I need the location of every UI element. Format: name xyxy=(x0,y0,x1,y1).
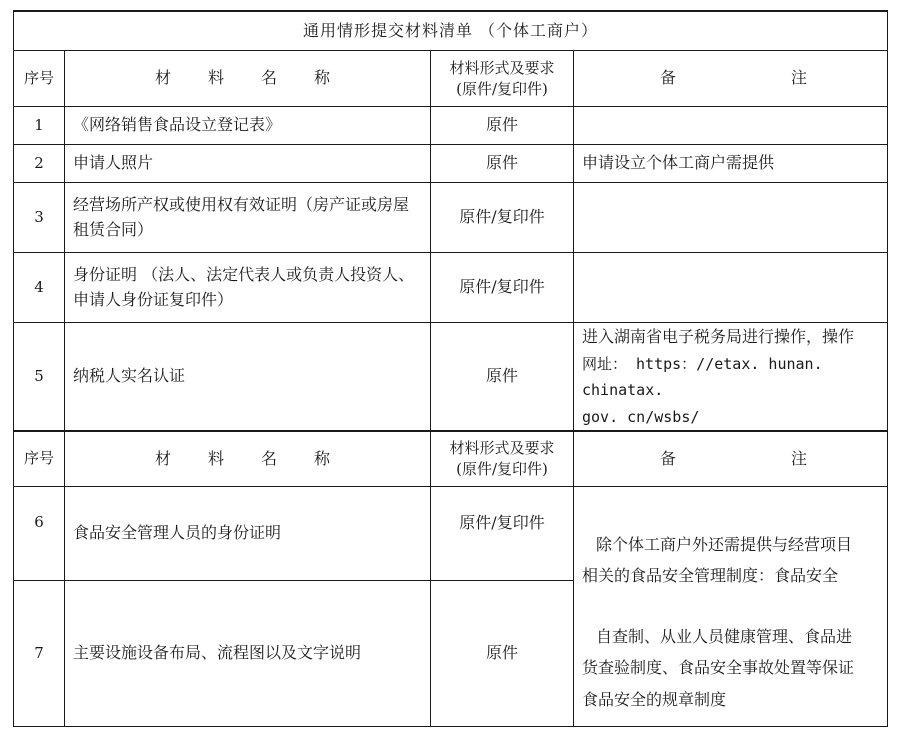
header-name-char: 料 xyxy=(207,68,224,88)
header-note-char: 注 xyxy=(791,448,808,468)
row-note-line: 进入湖南省电子税务局进行操作，操作 xyxy=(582,327,855,346)
header-form xyxy=(431,51,574,107)
row-note xyxy=(574,183,888,253)
header-form xyxy=(431,431,574,487)
merged-note-line: 食品安全的规章制度 xyxy=(582,689,727,709)
table-row xyxy=(14,107,888,145)
row-form: 原件 xyxy=(431,323,574,431)
table-row xyxy=(14,323,888,431)
row-num: 2 xyxy=(14,145,65,183)
row-note-url-line: gov. cn/wsbs/ xyxy=(582,407,700,426)
header-num: 序号 xyxy=(14,431,65,487)
row-num: 6 xyxy=(14,487,65,581)
row-name: 主要设施设备布局、流程图以及文字说明 xyxy=(65,581,431,727)
row-name: 身份证明 （法人、法定代表人或负责人投资人、申请人身份证复印件） xyxy=(65,253,431,323)
row-name: 《网络销售食品设立登记表》 xyxy=(65,107,431,145)
row-form: 原件 xyxy=(431,581,574,727)
row-note xyxy=(574,253,888,323)
header-form-line2: (原件/复印件) xyxy=(456,79,548,98)
table-row xyxy=(14,145,888,183)
row-num: 1 xyxy=(14,107,65,145)
header-name-char: 名 xyxy=(260,448,277,468)
row-num: 4 xyxy=(14,253,65,323)
header-name xyxy=(65,51,431,107)
row-note xyxy=(574,107,888,145)
header-name-char: 称 xyxy=(313,68,330,88)
header-name-char: 名 xyxy=(260,68,277,88)
table-title: 通用情形提交材料清单 （个体工商户） xyxy=(14,11,888,51)
header-form-line2: (原件/复印件) xyxy=(456,460,548,478)
header-form-line1: 材料形式及要求 xyxy=(449,58,555,77)
row-name: 食品安全管理人员的身份证明 xyxy=(65,487,431,581)
materials-table xyxy=(13,10,888,727)
row-num: 5 xyxy=(14,323,65,431)
row-note xyxy=(574,323,888,431)
header-name xyxy=(65,431,431,487)
header-name-char: 材 xyxy=(155,448,172,468)
row-form: 原件 xyxy=(431,145,574,183)
merged-note xyxy=(574,487,888,727)
row-num: 7 xyxy=(14,581,65,727)
header-name-char: 称 xyxy=(313,448,330,468)
row-form: 原件/复印件 xyxy=(431,487,574,581)
row-num: 3 xyxy=(14,183,65,253)
table-row xyxy=(14,183,888,253)
header-note-char: 备 xyxy=(660,68,677,88)
merged-note-line: 自查制、从业人员健康管理、食品进 xyxy=(596,627,853,647)
row-name: 纳税人实名认证 xyxy=(65,323,431,431)
row-name: 申请人照片 xyxy=(65,145,431,183)
merged-note-line: 除个体工商户外还需提供与经营项目 xyxy=(596,534,853,554)
header-name-char: 材 xyxy=(155,68,172,88)
row-form: 原件/复印件 xyxy=(431,253,574,323)
table-row xyxy=(14,487,888,581)
header-form-line1: 材料形式及要求 xyxy=(449,439,555,457)
header-num: 序号 xyxy=(14,51,65,107)
merged-note-line: 相关的食品安全管理制度：食品安全 xyxy=(582,565,839,585)
header-note xyxy=(574,431,888,487)
header-note xyxy=(574,51,888,107)
header-name-char: 料 xyxy=(207,448,224,468)
row-note-url-line: 网址： https：//etax. hunan. chinatax. xyxy=(582,355,823,400)
header-note-char: 备 xyxy=(660,448,677,468)
row-note: 申请设立个体工商户需提供 xyxy=(574,145,888,183)
row-form: 原件/复印件 xyxy=(431,183,574,253)
merged-note-line: 货查验制度、食品安全事故处置等保证 xyxy=(582,658,855,678)
row-name: 经营场所产权或使用权有效证明（房产证或房屋租赁合同） xyxy=(65,183,431,253)
table-row xyxy=(14,253,888,323)
row-form: 原件 xyxy=(431,107,574,145)
header-note-char: 注 xyxy=(791,68,808,88)
